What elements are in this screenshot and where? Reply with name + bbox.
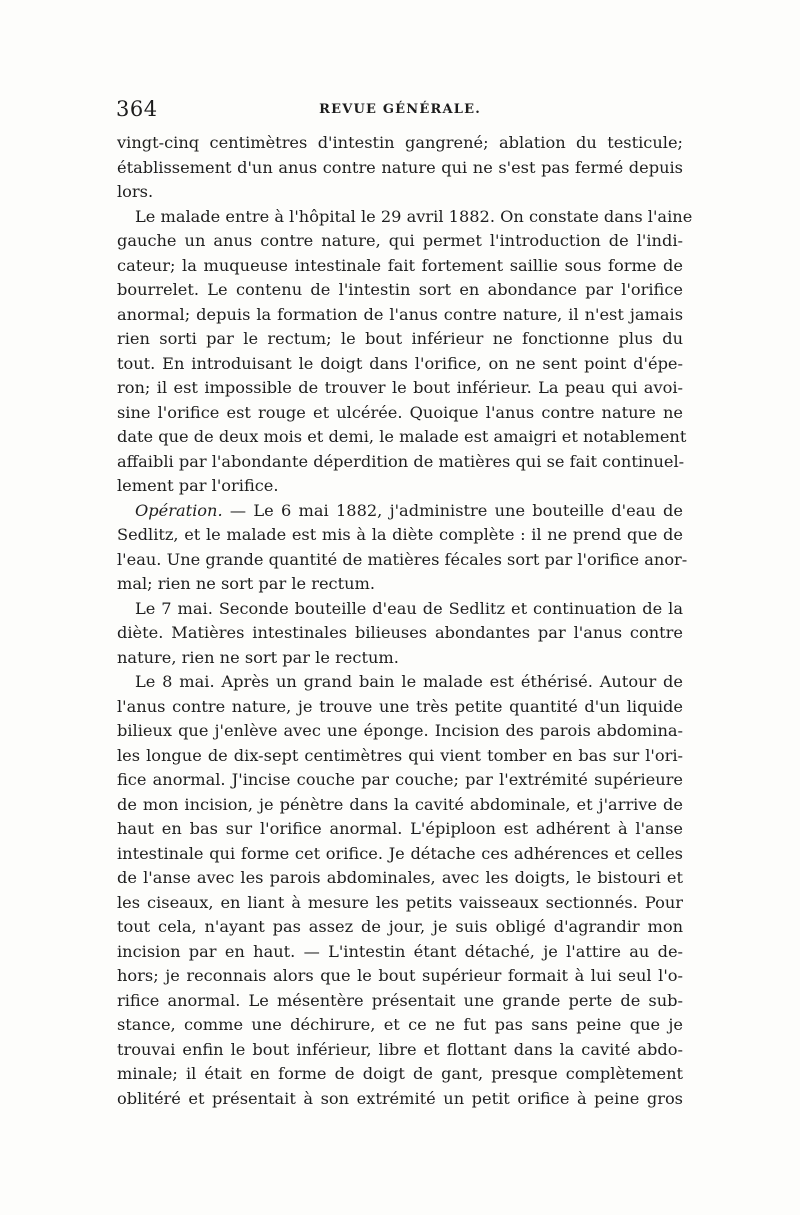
paragraph: [117, 205, 693, 499]
paragraph: [117, 597, 683, 671]
text-line: gauche un anus contre nature, qui permet l'introduction de l'indi-: [117, 231, 683, 250]
paragraph: [117, 131, 683, 205]
text-line: incision par en haut. — L'intestin étant détaché, je l'attire au de-: [117, 941, 683, 961]
text-line: les ciseaux, en liant à mesure les petits vaisseaux sectionnés. Pour: [117, 892, 683, 912]
text-line: l'anus contre nature, je trouve une très petite quantité d'un liquide: [117, 696, 683, 716]
text-line: intestinale qui forme cet orifice. Je détache ces adhérences et celles: [117, 843, 683, 863]
text-line: affaibli par l'abondante déperdition de matières qui se fait continuel-: [117, 451, 685, 471]
section-lead: Opération.: [135, 500, 223, 520]
text-line: haut en bas sur l'orifice anormal. L'épiploon est adhérent à l'anse: [117, 819, 683, 838]
text-line: l'eau. Une grande quantité de matières fécales sort par l'orifice anor-: [117, 549, 688, 569]
text-line: les longue de dix-sept centimètres qui vient tomber en bas sur l'ori-: [117, 745, 683, 765]
page-header: [116, 97, 684, 123]
text-line: lement par l'orifice.: [117, 476, 279, 495]
text-line: bourrelet. Le contenu de l'intestin sort en abondance par l'orifice: [117, 280, 683, 299]
text-line: Le 7 mai. Seconde bouteille d'eau de Sedlitz et continuation de la: [135, 598, 683, 618]
text-line: fice anormal. J'incise couche par couche; par l'extrémité supérieure: [117, 770, 683, 789]
text-line: Le 8 mai. Après un grand bain le malade est éthérisé. Autour de: [135, 672, 683, 691]
text-line: anormal; depuis la formation de l'anus contre nature, il n'est jamais: [117, 304, 683, 324]
text-line: Sedlitz, et le malade est mis à la diète complète : il ne prend que de: [117, 525, 683, 544]
page-number: 364: [116, 97, 158, 121]
text-line: date que de deux mois et demi, le malade est amaigri et notablement: [117, 427, 687, 446]
paragraph: [117, 670, 683, 1111]
text-line: hors; je reconnais alors que le bout supérieur formait à lui seul l'o-: [117, 966, 683, 985]
text-line: minale; il était en forme de doigt de gant, presque complètement: [117, 1064, 683, 1083]
text-line: vingt-cinq centimètres d'intestin gangrené; ablation du testicule;: [117, 133, 683, 152]
text-line: [117, 499, 683, 524]
text-line: rifice anormal. Le mésentère présentait une grande perte de sub-: [117, 990, 683, 1010]
text-run: — Le 6 mai 1882, j'administre une bouteille d'eau de: [222, 500, 683, 520]
text-line: bilieux que j'enlève avec une éponge. Incision des parois abdomina-: [117, 721, 683, 740]
text-line: rien sorti par le rectum; le bout inférieur ne fonctionne plus du: [117, 329, 683, 348]
text-line: mal; rien ne sort par le rectum.: [117, 574, 376, 593]
text-line: stance, comme une déchirure, et ce ne fut pas sans peine que je: [117, 1015, 683, 1034]
text-line: cateur; la muqueuse intestinale fait fortement saillie sous forme de: [117, 255, 683, 275]
text-line: diète. Matières intestinales bilieuses abondantes par l'anus contre: [117, 623, 683, 642]
text-line: de mon incision, je pénètre dans la cavité abdominale, et j'arrive de: [117, 794, 683, 814]
text-line: lors.: [117, 182, 154, 201]
text-line: établissement d'un anus contre nature qui ne s'est pas fermé depuis: [117, 157, 683, 177]
text-line: sine l'orifice est rouge et ulcérée. Quoique l'anus contre nature ne: [117, 402, 683, 422]
text-line: ron; il est impossible de trouver le bout inférieur. La peau qui avoi-: [117, 378, 683, 397]
text-line: de l'anse avec les parois abdominales, avec les doigts, le bistouri et: [117, 868, 683, 887]
running-head: REVUE GÉNÉRALE.: [319, 102, 481, 117]
text-line: Le malade entre à l'hôpital le 29 avril 1882. On constate dans l'aine: [135, 206, 693, 226]
text-line: trouvai enfin le bout inférieur, libre et flottant dans la cavité abdo-: [117, 1039, 683, 1059]
body-text: [117, 131, 693, 1111]
text-line: nature, rien ne sort par le rectum.: [117, 647, 399, 667]
text-line: tout. En introduisant le doigt dans l'orifice, on ne sent point d'épe-: [117, 353, 683, 373]
text-line: oblitéré et présentait à son extrémité un petit orifice à peine gros: [117, 1088, 683, 1108]
text-line: tout cela, n'ayant pas assez de jour, je suis obligé d'agrandir mon: [117, 917, 683, 936]
paragraph-operation: [117, 499, 688, 597]
